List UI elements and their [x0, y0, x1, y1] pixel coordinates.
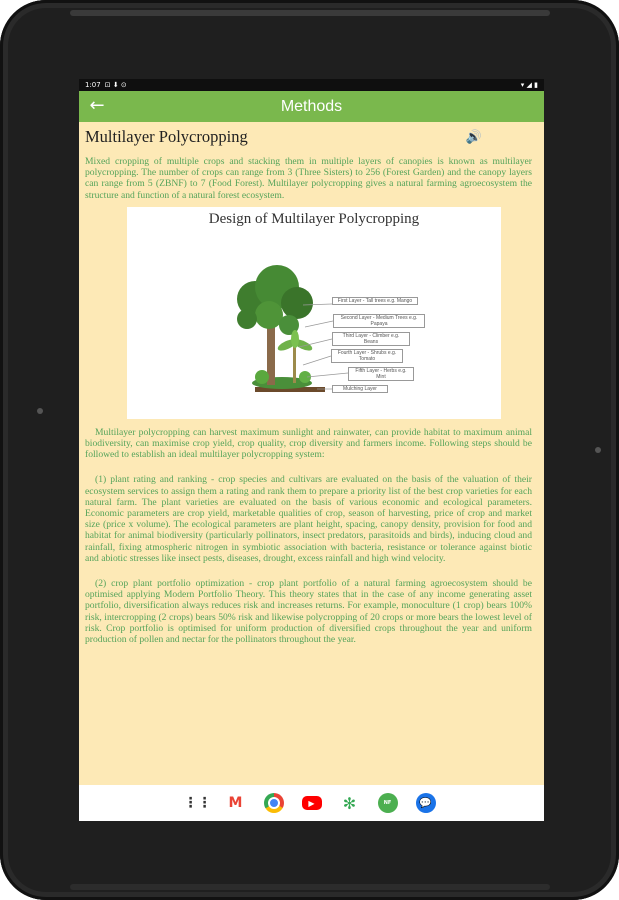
paragraph-step-1: (1) plant rating and ranking - crop species and cultivars are evaluated on the basis of the valuation of their ecosystem services to assign them a rating and rank them to prepare a priority list of the best crop varieties for each natural farm. The plant varieties are evaluated on the basis of various economic and ecological parameters. Economic parameters are crop yield, marketable qualities of crop, season of harvesting, price of crop and market size (price x volume). The ecological parameters are plant height, spacing, canopy density, provision for food and habitat for animal biodiversity (particularly pollinators, insect predators, parasitoids and birds), inducing cloud and rainfall, fixing atmospheric nitrogen in symbiotic association with bacteria, resistance or tolerance against biotic and abiotic stresses like insect pests, diseases, drought, excess rainfall and high wind velocity. — [85, 474, 532, 564]
layer-label-2: Second Layer - Medium Trees e.g. Papaya — [333, 314, 425, 328]
section-heading: Multilayer Polycropping — [85, 127, 248, 146]
app-bar-title: Methods — [280, 97, 343, 115]
layer-label-3: Third Layer - Climber e.g. Beans — [332, 332, 410, 346]
layer-label-6: Mulching Layer — [332, 385, 388, 393]
status-notification-icons: ⊡ ⬇ ⊙ — [104, 81, 127, 89]
messages-icon[interactable]: 💬 — [416, 793, 436, 813]
tablet-bezel-bottom — [70, 884, 550, 890]
layer-label-5: Fifth Layer - Herbs e.g. Mint — [348, 367, 414, 381]
status-system-icons: ▾ ◢ ▮ — [520, 81, 538, 89]
natural-farming-icon[interactable]: NF — [378, 793, 398, 813]
status-time: 1:07 — [85, 81, 101, 89]
sensor-dot — [595, 447, 601, 453]
speaker-icon[interactable]: 🔊 — [465, 129, 482, 145]
scroll-content[interactable] — [79, 122, 544, 645]
tree-illustration — [127, 207, 501, 419]
tablet-bezel-top — [70, 10, 550, 16]
paragraph-step-2: (2) crop plant portfolio optimization - crop plant portfolio of a natural farming agroecosystem should be optimised applying Modern Portfolio Theory. This theory states that in the case of any income generating asset portfolio, diversification always reduces risk and increases returns. For example, monoculture (1 crop) bears 100% risk, intercropping (2 crops) bears 50% risk and likewise polycropping of 20 crops or more bears the lowest level of risk. Crop portfolio is optimised for uniform production of diversified crops throughout the year and uniform production of pollen and nectar for the pollinators throughout the year. — [85, 578, 532, 646]
camera-dot — [37, 408, 43, 414]
app-drawer-icon[interactable]: ⋮⋮ — [183, 795, 212, 811]
gmail-icon[interactable]: M — [226, 793, 246, 813]
taskbar — [79, 785, 544, 821]
screen — [79, 79, 544, 821]
youtube-icon[interactable]: ▶ — [302, 796, 322, 810]
diagram-title: Design of Multilayer Polycropping — [208, 210, 420, 227]
paragraph-benefits: Multilayer polycropping can harvest maximum sunlight and rainwater, can provide habitat to maximum animal biodiversity, can maximise crop yield, crop quality, crop diversity and farmers income. Following steps should be followed to establish an ideal multilayer polycropping system: — [85, 426, 532, 461]
photos-icon[interactable]: ✻ — [340, 793, 360, 813]
heading-row — [85, 122, 532, 152]
layer-label-1: First Layer - Tall trees e.g. Mango — [332, 297, 418, 305]
polycropping-diagram — [127, 207, 501, 419]
chrome-icon[interactable] — [264, 793, 284, 813]
layer-label-4: Fourth Layer - Shrubs e.g. Tomato — [331, 349, 403, 363]
status-bar — [79, 79, 544, 91]
app-bar — [79, 91, 544, 122]
paragraph-intro: Mixed cropping of multiple crops and stacking them in multiple layers of canopies is known as multilayer polycropping. The number of crops can range from 3 (Three Sisters) to 256 (Forest Garden) and the canopy layers can range from 5 (ZBNF) to 7 (Food Forest). Multilayer polycropping gives a natural farming agroecosystem the structure and function of a natural forest ecosystem. — [85, 156, 532, 201]
back-arrow-icon[interactable]: ← — [89, 95, 105, 116]
